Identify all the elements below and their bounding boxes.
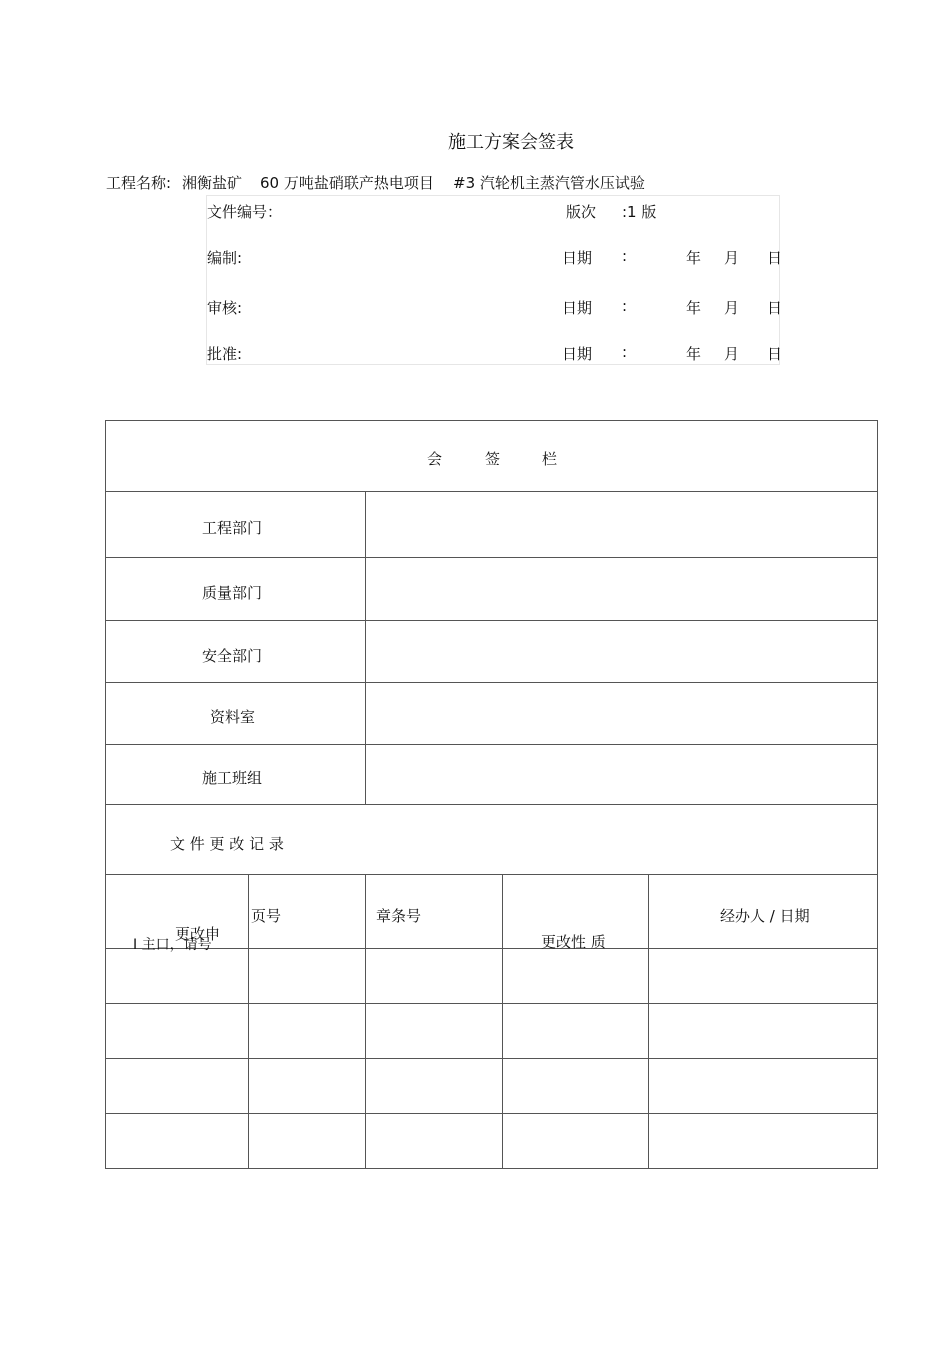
approved-year: 年 xyxy=(686,345,702,363)
prepared-year: 年 xyxy=(686,249,702,267)
dept-quality: 质量部门 xyxy=(202,584,263,602)
project-name-part2: 60 万吨盐硝联产热电项目 xyxy=(260,174,434,192)
table-line xyxy=(105,1003,878,1004)
reviewed-day: 日 xyxy=(767,299,783,317)
table-line xyxy=(105,682,878,683)
col-page-no: 页号 xyxy=(251,907,282,925)
prepared-by-label: 编制: xyxy=(207,249,243,267)
prepared-date-colon: : xyxy=(622,247,628,265)
reviewed-date-label: 日期 xyxy=(562,299,593,317)
reviewed-date-colon: : xyxy=(622,297,628,315)
table-line xyxy=(105,620,878,621)
col-change-nature: 更改性 质 xyxy=(541,933,606,951)
table-line xyxy=(105,1113,878,1114)
table-line xyxy=(365,874,366,1169)
approved-by-label: 批准: xyxy=(207,345,243,363)
page-title: 施工方案会签表 xyxy=(448,132,574,153)
project-name-label: 工程名称: xyxy=(106,174,172,192)
table-line xyxy=(248,874,249,1169)
prepared-month: 月 xyxy=(724,249,740,267)
table-line xyxy=(105,744,878,745)
approved-date-label: 日期 xyxy=(562,345,593,363)
version-value: :1 版 xyxy=(622,203,657,221)
table-line xyxy=(648,874,649,1169)
dept-construction-team: 施工班组 xyxy=(202,769,263,787)
approved-month: 月 xyxy=(724,345,740,363)
table-line xyxy=(105,420,878,421)
version-label: 版次 xyxy=(566,203,597,221)
table-line xyxy=(105,420,106,1169)
col-handler-date: 经办人 / 日期 xyxy=(720,907,810,925)
signoff-header-char-2: 签 xyxy=(485,450,501,468)
table-line xyxy=(105,1168,878,1169)
project-name-part1: 湘衡盐矿 xyxy=(182,174,243,192)
approved-date-colon: : xyxy=(622,343,628,361)
table-line xyxy=(877,420,878,1169)
table-line xyxy=(105,1058,878,1059)
table-line xyxy=(105,874,878,875)
table-line xyxy=(502,874,503,1169)
dept-archives: 资料室 xyxy=(210,708,256,726)
table-line xyxy=(105,557,878,558)
reviewed-year: 年 xyxy=(686,299,702,317)
table-line xyxy=(365,491,366,805)
change-record-title: 文 件 更 改 记 录 xyxy=(170,835,284,853)
file-number-label: 文件编号： xyxy=(207,203,283,221)
project-name-part3: #3 汽轮机主蒸汽管水压试验 xyxy=(453,174,645,192)
reviewed-by-label: 审核: xyxy=(207,299,243,317)
prepared-date-label: 日期 xyxy=(562,249,593,267)
table-line xyxy=(105,491,878,492)
document-info-box xyxy=(206,195,783,365)
col-change-no-line1: 更改申 xyxy=(175,925,221,943)
approved-day: 日 xyxy=(767,345,783,363)
table-line xyxy=(105,804,878,805)
dept-safety: 安全部门 xyxy=(202,647,263,665)
col-clause-no: 章条号 xyxy=(376,907,422,925)
signoff-header-char-3: 栏 xyxy=(542,450,558,468)
prepared-day: 日 xyxy=(767,249,783,267)
table-line xyxy=(105,948,878,949)
reviewed-month: 月 xyxy=(724,299,740,317)
col-change-no-line2: I 主口，请号 xyxy=(133,937,212,953)
dept-engineering: 工程部门 xyxy=(202,519,263,537)
signoff-header-char-1: 会 xyxy=(427,450,443,468)
